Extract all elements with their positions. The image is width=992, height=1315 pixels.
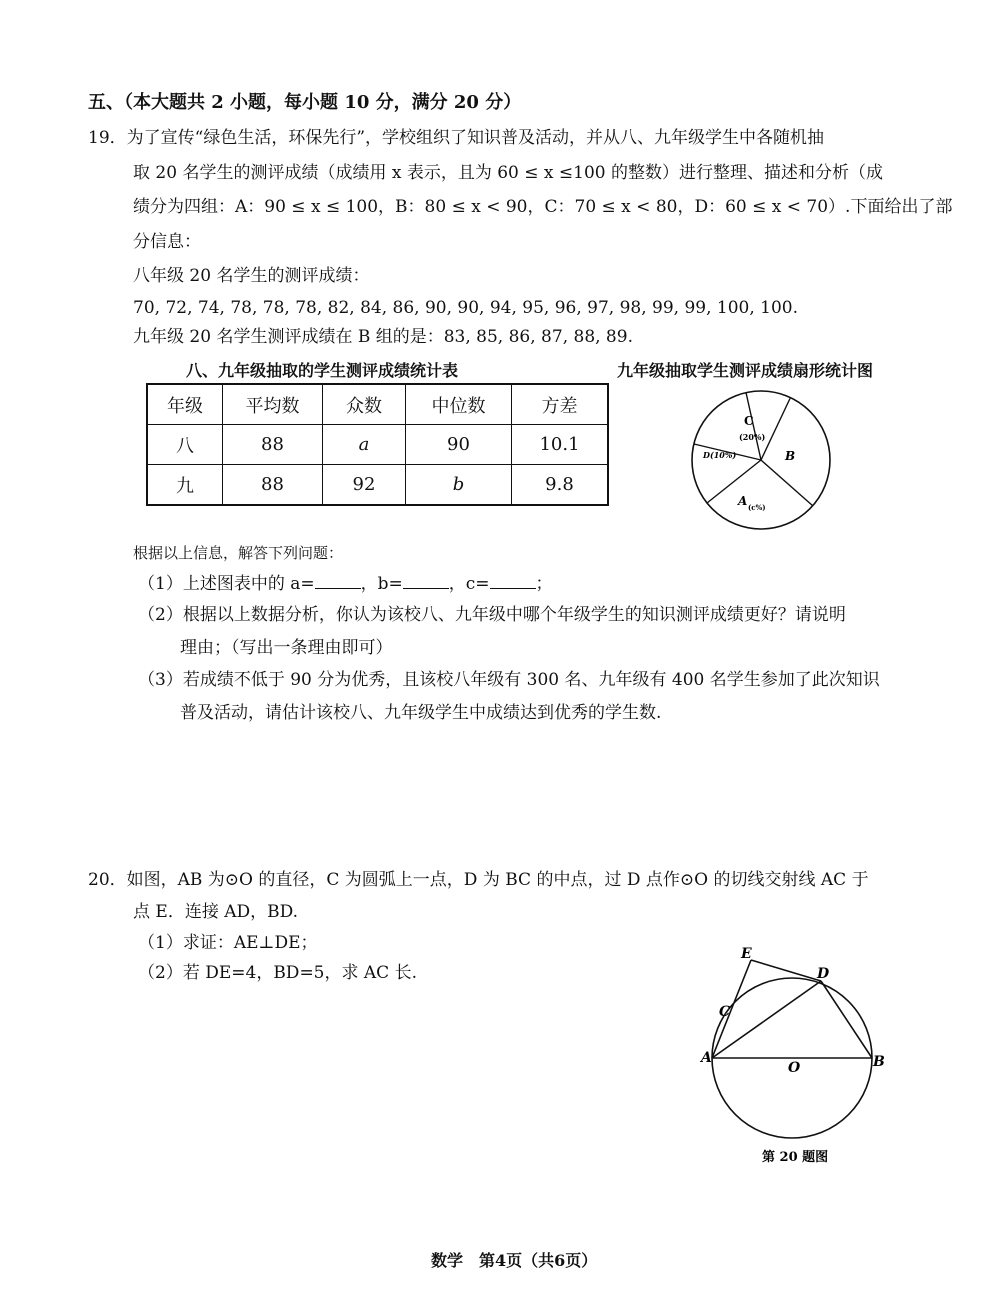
q19-sub2-line-1: （2）根据以上数据分析，你认为该校八、九年级中哪个年级学生的知识测评成绩更好？请说明 (138, 605, 846, 625)
table-header-cell: 年级 (147, 384, 223, 425)
pie-label-a-pct: (c%) (748, 503, 766, 512)
table-cell: 88 (223, 425, 323, 465)
point-label-e: E (741, 946, 752, 962)
q19-line-3: 绩分为四组：A：90 ≤ x ≤ 100，B：80 ≤ x < 90，C：70 ≤ x < 80，D：60 ≤ x < 70）.下面给出了部 (133, 197, 953, 217)
table-cell: 10.1 (512, 425, 609, 465)
pie-caption: 九年级抽取学生测评成绩扇形统计图 (617, 361, 874, 380)
stats-table (146, 383, 609, 506)
point-label-d: D (817, 966, 830, 982)
q19-sub1 (138, 572, 553, 594)
q19-sub1-end: ； (535, 574, 553, 594)
table-cell: 九 (147, 465, 223, 506)
table-caption: 八、九年级抽取的学生测评成绩统计表 (186, 361, 459, 380)
table-cell: 92 (323, 465, 406, 506)
q19-line-5: 八年级 20 名学生的测评成绩： (133, 266, 370, 286)
table-header-cell: 中位数 (406, 384, 512, 425)
table-row (147, 465, 608, 506)
point-label-b: B (873, 1054, 885, 1070)
q19-grade8-scores: 70, 72, 74, 78, 78, 78, 82, 84, 86, 90, 90, 94, 95, 96, 97, 98, 99, 99, 100, 100. (133, 298, 799, 318)
point-label-o: O (788, 1060, 801, 1076)
pie-label-a: A (738, 494, 748, 508)
answer-blank-a[interactable] (315, 572, 361, 589)
q19-sub1-prefix: （1）上述图表中的 a= (138, 574, 315, 594)
table-header-cell: 众数 (323, 384, 406, 425)
table-cell: 90 (406, 425, 512, 465)
q19-sub2-line-2: 理由；（写出一条理由即可） (180, 638, 393, 658)
pie-divider (761, 460, 813, 506)
pie-figure (686, 385, 836, 535)
q19-sub1-b: ，b= (360, 574, 403, 594)
table-row (147, 425, 608, 465)
q20-sub2: （2）若 DE=4，BD=5，求 AC 长. (138, 963, 417, 983)
table-cell: 9.8 (512, 465, 609, 506)
q19-line-1: 19．为了宣传“绿色生活，环保先行”，学校组织了知识普及活动，并从八、九年级学生中各随机抽 (88, 128, 825, 148)
answer-blank-c[interactable] (490, 572, 536, 589)
pie-label-c-pct: (20%) (739, 432, 766, 442)
q20-line-2: 点 E．连接 AD，BD. (133, 902, 299, 922)
pie-divider (707, 460, 761, 503)
q19-sub1-c: ，c= (448, 574, 490, 594)
pie-label-d: D(10%) (703, 450, 737, 460)
section-title: 五、（本大题共 2 小题，每小题 10 分，满分 20 分） (88, 92, 522, 113)
geometry-figure (696, 938, 896, 1178)
table-header-cell: 方差 (512, 384, 609, 425)
table-cell: 八 (147, 425, 223, 465)
table-cell: a (323, 425, 406, 465)
q19-prompt: 根据以上信息，解答下列问题： (133, 544, 344, 562)
table-cell: b (406, 465, 512, 506)
point-label-c: C (719, 1004, 731, 1020)
q20-sub1: （1）求证：AE⊥DE； (138, 933, 318, 953)
table-cell: 88 (223, 465, 323, 506)
pie-label-c: C (744, 414, 754, 428)
table-header-row (147, 384, 608, 425)
answer-blank-b[interactable] (403, 572, 449, 589)
figure-caption: 第 20 题图 (762, 1150, 829, 1165)
q19-line-2: 取 20 名学生的测评成绩（成绩用 x 表示，且为 60 ≤ x ≤100 的整数）进行整理、描述和分析（成 (133, 163, 884, 183)
chord-bd (821, 981, 872, 1058)
q19-line-4: 分信息： (133, 232, 201, 252)
q19-sub3-line-1: （3）若成绩不低于 90 分为优秀，且该校八年级有 300 名、九年级有 400 名学生参加了此次知识 (138, 670, 880, 690)
q19-grade9-group-b: 九年级 20 名学生测评成绩在 B 组的是：83, 85, 86, 87, 88, 89. (133, 327, 633, 347)
pie-label-b: B (785, 449, 796, 463)
table-header-cell: 平均数 (223, 384, 323, 425)
page-footer: 数学 第4页（共6页） (431, 1251, 598, 1270)
point-label-a: A (701, 1050, 712, 1066)
q20-line-1: 20．如图，AB 为⊙O 的直径，C 为圆弧上一点，D 为 BC 的中点，过 D 点作⊙O 的切线交射线 AC 于 (88, 870, 869, 890)
q19-sub3-line-2: 普及活动，请估计该校八、九年级学生中成绩达到优秀的学生数. (180, 703, 662, 723)
